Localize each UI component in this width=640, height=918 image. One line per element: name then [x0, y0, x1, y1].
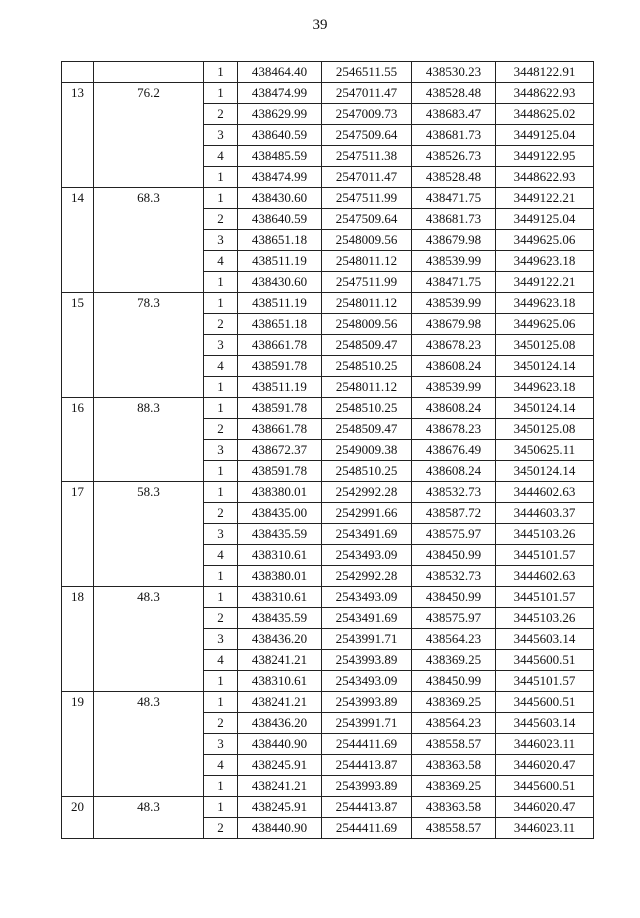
- point-number-cell: 2: [204, 503, 238, 524]
- x2-coordinate-cell: 438532.73: [412, 482, 496, 503]
- y2-coordinate-cell: 3444602.63: [496, 566, 594, 587]
- x-coordinate-cell: 438474.99: [238, 167, 322, 188]
- y-coordinate-cell: 2543993.89: [322, 692, 412, 713]
- x2-coordinate-cell: 438676.49: [412, 440, 496, 461]
- area-cell: [94, 377, 204, 398]
- y-coordinate-cell: 2547009.73: [322, 104, 412, 125]
- y2-coordinate-cell: 3449623.18: [496, 377, 594, 398]
- x2-coordinate-cell: 438532.73: [412, 566, 496, 587]
- x-coordinate-cell: 438511.19: [238, 251, 322, 272]
- x-coordinate-cell: 438380.01: [238, 482, 322, 503]
- table-row: [62, 167, 594, 188]
- x2-coordinate-cell: 438679.98: [412, 230, 496, 251]
- plot-number-cell: [62, 755, 94, 776]
- x2-coordinate-cell: 438678.23: [412, 419, 496, 440]
- point-number-cell: 4: [204, 545, 238, 566]
- y-coordinate-cell: 2547511.99: [322, 188, 412, 209]
- table-row: [62, 230, 594, 251]
- point-number-cell: 1: [204, 188, 238, 209]
- x-coordinate-cell: 438440.90: [238, 734, 322, 755]
- area-cell: [94, 734, 204, 755]
- area-cell: 48.3: [94, 797, 204, 818]
- x-coordinate-cell: 438640.59: [238, 125, 322, 146]
- point-number-cell: 1: [204, 776, 238, 797]
- point-number-cell: 2: [204, 713, 238, 734]
- y-coordinate-cell: 2548011.12: [322, 377, 412, 398]
- plot-number-cell: [62, 209, 94, 230]
- x-coordinate-cell: 438651.18: [238, 230, 322, 251]
- table-row: [62, 83, 594, 104]
- x2-coordinate-cell: 438679.98: [412, 314, 496, 335]
- x2-coordinate-cell: 438608.24: [412, 398, 496, 419]
- y2-coordinate-cell: 3445101.57: [496, 545, 594, 566]
- y2-coordinate-cell: 3449623.18: [496, 293, 594, 314]
- x-coordinate-cell: 438310.61: [238, 545, 322, 566]
- x-coordinate-cell: 438661.78: [238, 335, 322, 356]
- x-coordinate-cell: 438511.19: [238, 293, 322, 314]
- x-coordinate-cell: 438430.60: [238, 188, 322, 209]
- area-cell: [94, 230, 204, 251]
- y-coordinate-cell: 2547511.99: [322, 272, 412, 293]
- x2-coordinate-cell: 438369.25: [412, 650, 496, 671]
- y-coordinate-cell: 2543993.89: [322, 650, 412, 671]
- x2-coordinate-cell: 438450.99: [412, 671, 496, 692]
- point-number-cell: 2: [204, 818, 238, 839]
- table-row: [62, 692, 594, 713]
- area-cell: [94, 608, 204, 629]
- plot-number-cell: 13: [62, 83, 94, 104]
- y2-coordinate-cell: 3448122.91: [496, 62, 594, 83]
- point-number-cell: 4: [204, 146, 238, 167]
- y2-coordinate-cell: 3445600.51: [496, 776, 594, 797]
- y2-coordinate-cell: 3450124.14: [496, 461, 594, 482]
- plot-number-cell: [62, 440, 94, 461]
- y-coordinate-cell: 2547011.47: [322, 167, 412, 188]
- y2-coordinate-cell: 3445101.57: [496, 671, 594, 692]
- plot-number-cell: [62, 650, 94, 671]
- table-row: [62, 104, 594, 125]
- x-coordinate-cell: 438591.78: [238, 398, 322, 419]
- x-coordinate-cell: 438464.40: [238, 62, 322, 83]
- x2-coordinate-cell: 438564.23: [412, 713, 496, 734]
- y-coordinate-cell: 2544411.69: [322, 818, 412, 839]
- area-cell: [94, 104, 204, 125]
- plot-number-cell: [62, 566, 94, 587]
- x2-coordinate-cell: 438471.75: [412, 188, 496, 209]
- table-row: [62, 587, 594, 608]
- y-coordinate-cell: 2543991.71: [322, 629, 412, 650]
- y2-coordinate-cell: 3449122.95: [496, 146, 594, 167]
- point-number-cell: 2: [204, 104, 238, 125]
- point-number-cell: 2: [204, 314, 238, 335]
- point-number-cell: 1: [204, 461, 238, 482]
- y-coordinate-cell: 2544413.87: [322, 797, 412, 818]
- x2-coordinate-cell: 438471.75: [412, 272, 496, 293]
- area-cell: [94, 755, 204, 776]
- x-coordinate-cell: 438241.21: [238, 650, 322, 671]
- plot-number-cell: [62, 545, 94, 566]
- table-row: [62, 461, 594, 482]
- x-coordinate-cell: 438436.20: [238, 713, 322, 734]
- x2-coordinate-cell: 438558.57: [412, 818, 496, 839]
- plot-number-cell: [62, 377, 94, 398]
- area-cell: [94, 776, 204, 797]
- y2-coordinate-cell: 3449122.21: [496, 272, 594, 293]
- point-number-cell: 3: [204, 734, 238, 755]
- point-number-cell: 3: [204, 440, 238, 461]
- x-coordinate-cell: 438440.90: [238, 818, 322, 839]
- table-row: [62, 776, 594, 797]
- y2-coordinate-cell: 3450124.14: [496, 356, 594, 377]
- table-row: [62, 293, 594, 314]
- y-coordinate-cell: 2543493.09: [322, 587, 412, 608]
- x-coordinate-cell: 438245.91: [238, 755, 322, 776]
- x2-coordinate-cell: 438539.99: [412, 251, 496, 272]
- plot-number-cell: 20: [62, 797, 94, 818]
- area-cell: [94, 713, 204, 734]
- plot-number-cell: [62, 356, 94, 377]
- x-coordinate-cell: 438485.59: [238, 146, 322, 167]
- y-coordinate-cell: 2542992.28: [322, 566, 412, 587]
- area-cell: [94, 650, 204, 671]
- y2-coordinate-cell: 3450125.08: [496, 419, 594, 440]
- area-cell: 68.3: [94, 188, 204, 209]
- point-number-cell: 1: [204, 482, 238, 503]
- y-coordinate-cell: 2548510.25: [322, 356, 412, 377]
- x2-coordinate-cell: 438678.23: [412, 335, 496, 356]
- x2-coordinate-cell: 438539.99: [412, 377, 496, 398]
- point-number-cell: 3: [204, 629, 238, 650]
- y-coordinate-cell: 2548509.47: [322, 335, 412, 356]
- plot-number-cell: 14: [62, 188, 94, 209]
- plot-number-cell: [62, 629, 94, 650]
- table-row: [62, 398, 594, 419]
- x-coordinate-cell: 438661.78: [238, 419, 322, 440]
- area-cell: 88.3: [94, 398, 204, 419]
- y-coordinate-cell: 2548510.25: [322, 398, 412, 419]
- y2-coordinate-cell: 3448622.93: [496, 167, 594, 188]
- page-number: 39: [312, 17, 328, 33]
- table-row: [62, 188, 594, 209]
- plot-number-cell: [62, 524, 94, 545]
- point-number-cell: 4: [204, 356, 238, 377]
- point-number-cell: 4: [204, 755, 238, 776]
- point-number-cell: 1: [204, 671, 238, 692]
- point-number-cell: 1: [204, 62, 238, 83]
- table-row: [62, 566, 594, 587]
- area-cell: 78.3: [94, 293, 204, 314]
- point-number-cell: 1: [204, 566, 238, 587]
- x2-coordinate-cell: 438526.73: [412, 146, 496, 167]
- y-coordinate-cell: 2547511.38: [322, 146, 412, 167]
- plot-number-cell: 17: [62, 482, 94, 503]
- y2-coordinate-cell: 3450124.14: [496, 398, 594, 419]
- y2-coordinate-cell: 3446020.47: [496, 755, 594, 776]
- x-coordinate-cell: 438474.99: [238, 83, 322, 104]
- plot-number-cell: [62, 125, 94, 146]
- point-number-cell: 1: [204, 587, 238, 608]
- plot-number-cell: [62, 818, 94, 839]
- area-cell: [94, 545, 204, 566]
- area-cell: 76.2: [94, 83, 204, 104]
- y2-coordinate-cell: 3449122.21: [496, 188, 594, 209]
- table-row: [62, 671, 594, 692]
- y2-coordinate-cell: 3449625.06: [496, 230, 594, 251]
- plot-number-cell: 19: [62, 692, 94, 713]
- area-cell: [94, 125, 204, 146]
- x-coordinate-cell: 438436.20: [238, 629, 322, 650]
- table-row: [62, 755, 594, 776]
- plot-number-cell: [62, 251, 94, 272]
- x-coordinate-cell: 438511.19: [238, 377, 322, 398]
- plot-number-cell: [62, 608, 94, 629]
- area-cell: [94, 566, 204, 587]
- point-number-cell: 1: [204, 692, 238, 713]
- plot-number-cell: 16: [62, 398, 94, 419]
- plot-number-cell: [62, 335, 94, 356]
- y2-coordinate-cell: 3448622.93: [496, 83, 594, 104]
- y-coordinate-cell: 2547011.47: [322, 83, 412, 104]
- plot-number-cell: [62, 419, 94, 440]
- x-coordinate-cell: 438651.18: [238, 314, 322, 335]
- area-cell: [94, 251, 204, 272]
- point-number-cell: 1: [204, 272, 238, 293]
- y2-coordinate-cell: 3446023.11: [496, 734, 594, 755]
- y-coordinate-cell: 2548011.12: [322, 293, 412, 314]
- area-cell: [94, 62, 204, 83]
- x2-coordinate-cell: 438683.47: [412, 104, 496, 125]
- area-cell: [94, 146, 204, 167]
- y-coordinate-cell: 2546511.55: [322, 62, 412, 83]
- x-coordinate-cell: 438435.00: [238, 503, 322, 524]
- point-number-cell: 3: [204, 335, 238, 356]
- table-row: [62, 440, 594, 461]
- plot-number-cell: [62, 734, 94, 755]
- point-number-cell: 1: [204, 377, 238, 398]
- x2-coordinate-cell: 438528.48: [412, 83, 496, 104]
- area-cell: 48.3: [94, 692, 204, 713]
- point-number-cell: 1: [204, 293, 238, 314]
- point-number-cell: 3: [204, 125, 238, 146]
- area-cell: [94, 335, 204, 356]
- plot-number-cell: 15: [62, 293, 94, 314]
- y2-coordinate-cell: 3446023.11: [496, 818, 594, 839]
- x2-coordinate-cell: 438528.48: [412, 167, 496, 188]
- y-coordinate-cell: 2548011.12: [322, 251, 412, 272]
- table-row: [62, 797, 594, 818]
- y-coordinate-cell: 2543493.09: [322, 545, 412, 566]
- x-coordinate-cell: 438672.37: [238, 440, 322, 461]
- x-coordinate-cell: 438435.59: [238, 608, 322, 629]
- plot-number-cell: [62, 167, 94, 188]
- area-cell: [94, 461, 204, 482]
- y2-coordinate-cell: 3450125.08: [496, 335, 594, 356]
- plot-number-cell: [62, 62, 94, 83]
- plot-number-cell: [62, 713, 94, 734]
- y2-coordinate-cell: 3450625.11: [496, 440, 594, 461]
- coordinates-table-body: [62, 62, 594, 839]
- y-coordinate-cell: 2549009.38: [322, 440, 412, 461]
- x2-coordinate-cell: 438587.72: [412, 503, 496, 524]
- y2-coordinate-cell: 3445600.51: [496, 650, 594, 671]
- y2-coordinate-cell: 3449125.04: [496, 125, 594, 146]
- x2-coordinate-cell: 438369.25: [412, 776, 496, 797]
- y2-coordinate-cell: 3444602.63: [496, 482, 594, 503]
- x2-coordinate-cell: 438681.73: [412, 125, 496, 146]
- y-coordinate-cell: 2543991.71: [322, 713, 412, 734]
- x-coordinate-cell: 438430.60: [238, 272, 322, 293]
- table-row: [62, 419, 594, 440]
- table-row: [62, 524, 594, 545]
- x-coordinate-cell: 438629.99: [238, 104, 322, 125]
- table-row: [62, 650, 594, 671]
- area-cell: [94, 503, 204, 524]
- table-row: [62, 608, 594, 629]
- y-coordinate-cell: 2543493.09: [322, 671, 412, 692]
- plot-number-cell: [62, 146, 94, 167]
- table-row: [62, 146, 594, 167]
- x-coordinate-cell: 438380.01: [238, 566, 322, 587]
- point-number-cell: 1: [204, 398, 238, 419]
- y2-coordinate-cell: 3448625.02: [496, 104, 594, 125]
- x-coordinate-cell: 438591.78: [238, 461, 322, 482]
- table-row: [62, 335, 594, 356]
- table-row: [62, 818, 594, 839]
- table-row: [62, 125, 594, 146]
- plot-number-cell: [62, 272, 94, 293]
- y2-coordinate-cell: 3445603.14: [496, 713, 594, 734]
- x2-coordinate-cell: 438450.99: [412, 587, 496, 608]
- area-cell: [94, 314, 204, 335]
- point-number-cell: 1: [204, 167, 238, 188]
- plot-number-cell: [62, 230, 94, 251]
- point-number-cell: 2: [204, 419, 238, 440]
- y-coordinate-cell: 2544413.87: [322, 755, 412, 776]
- area-cell: [94, 419, 204, 440]
- table-row: [62, 482, 594, 503]
- plot-number-cell: [62, 461, 94, 482]
- area-cell: [94, 818, 204, 839]
- y2-coordinate-cell: 3449125.04: [496, 209, 594, 230]
- plot-number-cell: [62, 314, 94, 335]
- x2-coordinate-cell: 438575.97: [412, 524, 496, 545]
- plot-number-cell: [62, 671, 94, 692]
- table-row: [62, 356, 594, 377]
- x2-coordinate-cell: 438681.73: [412, 209, 496, 230]
- table-row: [62, 62, 594, 83]
- x-coordinate-cell: 438591.78: [238, 356, 322, 377]
- x-coordinate-cell: 438310.61: [238, 671, 322, 692]
- x-coordinate-cell: 438241.21: [238, 776, 322, 797]
- x2-coordinate-cell: 438539.99: [412, 293, 496, 314]
- y-coordinate-cell: 2543491.69: [322, 524, 412, 545]
- x2-coordinate-cell: 438608.24: [412, 461, 496, 482]
- plot-number-cell: 18: [62, 587, 94, 608]
- x-coordinate-cell: 438640.59: [238, 209, 322, 230]
- y2-coordinate-cell: 3449623.18: [496, 251, 594, 272]
- point-number-cell: 3: [204, 230, 238, 251]
- point-number-cell: 1: [204, 797, 238, 818]
- area-cell: 48.3: [94, 587, 204, 608]
- table-row: [62, 734, 594, 755]
- plot-number-cell: [62, 503, 94, 524]
- area-cell: [94, 671, 204, 692]
- y-coordinate-cell: 2548509.47: [322, 419, 412, 440]
- point-number-cell: 4: [204, 650, 238, 671]
- y2-coordinate-cell: 3444603.37: [496, 503, 594, 524]
- y-coordinate-cell: 2544411.69: [322, 734, 412, 755]
- area-cell: [94, 629, 204, 650]
- table-row: [62, 629, 594, 650]
- x-coordinate-cell: 438245.91: [238, 797, 322, 818]
- table-row: [62, 314, 594, 335]
- y2-coordinate-cell: 3445603.14: [496, 629, 594, 650]
- area-cell: [94, 167, 204, 188]
- table-row: [62, 503, 594, 524]
- x-coordinate-cell: 438241.21: [238, 692, 322, 713]
- y2-coordinate-cell: 3446020.47: [496, 797, 594, 818]
- y-coordinate-cell: 2542991.66: [322, 503, 412, 524]
- x-coordinate-cell: 438310.61: [238, 587, 322, 608]
- x2-coordinate-cell: 438450.99: [412, 545, 496, 566]
- x2-coordinate-cell: 438564.23: [412, 629, 496, 650]
- plot-number-cell: [62, 776, 94, 797]
- y-coordinate-cell: 2548009.56: [322, 230, 412, 251]
- y-coordinate-cell: 2543491.69: [322, 608, 412, 629]
- x2-coordinate-cell: 438558.57: [412, 734, 496, 755]
- y2-coordinate-cell: 3449625.06: [496, 314, 594, 335]
- area-cell: [94, 209, 204, 230]
- x2-coordinate-cell: 438575.97: [412, 608, 496, 629]
- y-coordinate-cell: 2548510.25: [322, 461, 412, 482]
- point-number-cell: 4: [204, 251, 238, 272]
- y-coordinate-cell: 2547509.64: [322, 125, 412, 146]
- x2-coordinate-cell: 438363.58: [412, 797, 496, 818]
- y-coordinate-cell: 2547509.64: [322, 209, 412, 230]
- area-cell: 58.3: [94, 482, 204, 503]
- x-coordinate-cell: 438435.59: [238, 524, 322, 545]
- area-cell: [94, 356, 204, 377]
- point-number-cell: 2: [204, 209, 238, 230]
- x2-coordinate-cell: 438369.25: [412, 692, 496, 713]
- table-row: [62, 713, 594, 734]
- area-cell: [94, 524, 204, 545]
- y-coordinate-cell: 2548009.56: [322, 314, 412, 335]
- table-row: [62, 545, 594, 566]
- x2-coordinate-cell: 438363.58: [412, 755, 496, 776]
- area-cell: [94, 272, 204, 293]
- plot-number-cell: [62, 104, 94, 125]
- coordinates-table: [61, 61, 594, 839]
- area-cell: [94, 440, 204, 461]
- point-number-cell: 2: [204, 608, 238, 629]
- point-number-cell: 1: [204, 83, 238, 104]
- y-coordinate-cell: 2542992.28: [322, 482, 412, 503]
- y2-coordinate-cell: 3445103.26: [496, 524, 594, 545]
- x2-coordinate-cell: 438530.23: [412, 62, 496, 83]
- table-row: [62, 251, 594, 272]
- point-number-cell: 3: [204, 524, 238, 545]
- table-row: [62, 272, 594, 293]
- table-row: [62, 209, 594, 230]
- y-coordinate-cell: 2543993.89: [322, 776, 412, 797]
- table-row: [62, 377, 594, 398]
- y2-coordinate-cell: 3445600.51: [496, 692, 594, 713]
- y2-coordinate-cell: 3445101.57: [496, 587, 594, 608]
- y2-coordinate-cell: 3445103.26: [496, 608, 594, 629]
- x2-coordinate-cell: 438608.24: [412, 356, 496, 377]
